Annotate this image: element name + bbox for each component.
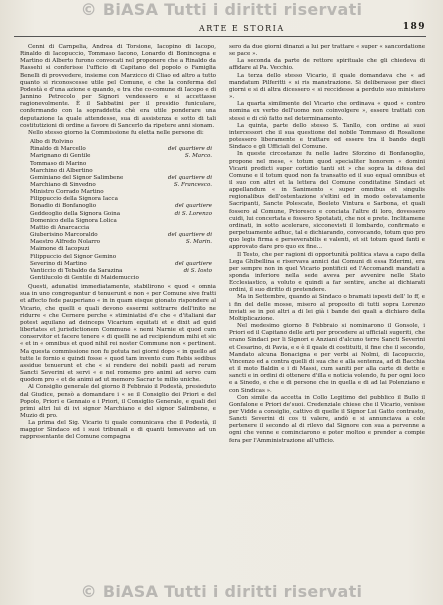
roster-name: Filippuccio della Signora Iacca	[30, 196, 118, 203]
paragraph: Nello stesso giorno la Commissione fu eletta nelle persone di:	[28, 129, 204, 136]
roster-name: Rinaldo di Marcello	[30, 146, 86, 153]
roster-name: Mattio di Anarcaccia	[30, 224, 90, 231]
paragraph: La prima del Sig. Vicario ti quale comunicava che il Podestà, il maggior Sindaco ed i suoi tribunali e di quanti temevano ad un rappresentante del Comune compagna	[20, 420, 216, 441]
roster-line	[20, 153, 216, 160]
paragraph: Il Testo, che per ragioni di opportunità politica stava a capo della Lega Ghibellina e riservava annici dai Comuni di essa Ederimi, era per sempre non in quel Vicario pontificii ed l'Accomandi mandati a sponda inferiore nella sede aveva per avvenire nelle Stato Ecclesiastico, a voluto e quindi a far sentire, anche ai dichiarati ordini, il suo diritto di pretendere.	[229, 251, 425, 294]
roster-line	[20, 203, 216, 210]
roster-name: Geminiano del Signor Salimbene	[30, 174, 124, 181]
paragraph: Ma in Settembre, quando ai Sindaco o bramati ispesti dell' lo ff, e i fin del delle mosse, misero al proposito di tutti sopra Lorenzo inviati se in poi altri a di lei già i bande dei quali a dichiaro della Moltiplicazione.	[229, 294, 425, 322]
roster-line	[20, 261, 216, 268]
paragraph: Al Consiglio generale del giorno 8 Febbraio il Podestà, presieduto dal Giudice, pensò a domandare i « se il Consiglio dei Priori e del Popolo, Priori e Gennaio e i Priori, il Consiglio Generale, e quali dei primi altri lui di ivi signor Marchiano e del signor Salimbene, e Muzio di pro.	[20, 384, 216, 419]
roster-quarter: del quartiere	[175, 260, 212, 267]
roster-line	[20, 139, 216, 146]
roster-name: Bonadio di Bonfanoglio	[30, 203, 97, 210]
roster-quarter: S. Francesco.	[173, 181, 212, 188]
roster-line	[20, 175, 216, 182]
paragraph: La quarta similmente del Vicario che ordinava « quod « contro nomina ex verbo dell'uomo non coinvolgere », essere trattati con stessi e di ciò fatto nel determinamento.	[229, 101, 425, 122]
roster-line	[20, 168, 216, 175]
roster-line	[20, 211, 216, 218]
roster-quarter: di S. Lorenzo	[174, 210, 212, 217]
running-title: ARTE E STORIA	[199, 24, 285, 33]
roster-quarter: del quartiere	[175, 203, 212, 210]
roster-name: Marchino di Albertino	[30, 167, 93, 174]
commission-roster	[20, 139, 216, 282]
roster-quarter: S. Marco.	[184, 153, 212, 160]
paragraph: Questi, adunatisi immediatamente, stabilirono « quod « omnia sua in uno congregantur d tenuerunt e non « per Comune sive fratti et affecto fede pauperiano « in in quam eisque gionato rispondere al Vicario, che quelli e quali devono essermi sottrarre dell'inito ne ridurre « che Cernere perche « stiminiatisi d'e che « d'italiani dar potest aquilano ad deinceps Vicarium equitati et e dixit ad quid libertates et jurisdictionem Commune « nemi Narnie et quod cum conservitor et facere tenere « di quelli ne ad recipiendum mihi et sic « et in « omnibus et quod nihil rei noster Commune non « pertinent. Ma questa commissione non fu potuta nei giorni dopo « in quello ad tutte le fornio e quindi fosse « quod tam invento cum Rebis sedibus assidue tenuerunt et che « si rendere dei nobili pasti ad rerum Sancti Severini et servi « e nel romemo pro animi ad servo cum quodom pro « et de animi ad ut memoro Sacrar te milio uniche.	[20, 284, 216, 384]
paragraph: Cenni di Carnpelia, Andrea di Torsione, Iacopino di Iacopo, Rinaldo di Iacopuccio, Tommaso Iacono, Lonardo di Bonincegna e Martino di Alberto furono convocati nel proponere che a Rinaldo da Rassehi si conferisse l'ufficio di Capitano del popolo o Famiglia Benelli di provvedere, insieme con Marzicco di Cliao ed altro a tutto quanto si riconoscesse utile pel Comune, e che la conferma del Podestà e d'una azione e quando, e tra che co-comune di Iacopo e di Jannino Petrecolo per Signori vendessero e si accettasse ragionevolmente. È il Sabbatini per il presidio funiculare, confermando con la sopraddetta chè era utile ponderare una deputazione la quale attendesse, sua di assistenza e sotto di tali costitutizioni di ordine a favore di Sancerlo da ripetere anni sionam.	[20, 44, 216, 129]
roster-line	[20, 275, 216, 282]
paragraph: La quinta, parte dello stesso S. Tanllo, con ordine ai suoi intercessori che il sua questione del nobile Tommaso di Rosalione potessero liberamente e trattare ed essere tra il bando degli Sindaco e gli Ufficiali del Comune.	[229, 122, 425, 151]
page-header	[14, 22, 426, 37]
roster-name: Geddeoglio della Signora Goina	[30, 210, 121, 217]
roster-name: Giuberisino Marcoraldo	[30, 232, 98, 239]
roster-name: Maestro Alfredo Nolarro	[30, 239, 101, 246]
roster-name: Ministro Corrado Martino	[30, 189, 104, 196]
roster-line	[20, 161, 216, 168]
roster-name: Albo di Rolvino	[30, 139, 73, 146]
roster-quarter: del quartiere di	[167, 232, 212, 239]
page-number: 189	[402, 22, 426, 32]
paragraph: In queste circostanze fu nelle ladre Sforzino di Bonfanoglio, propone nel mese, « totum quod specialiter honorem « domini Vicarii predicti super cortidio tanti sit » che sopra la difesa del Comune e il totum quod non fa transatto ed il suo equal omnibus et il suo con altri et la lettera del Comune conditatine Sindaci et appellandum « in Sanimento « super omnibus et singulis regionalibus dell'ostentazione s'eltini ed in modo ostevatamente Sacripanti, Sancte Polescate, Beeleto Vintura e Sarbona, et quali fossero al Comune, Prioresco e conciata l'altre di loro, dovessero cuidi, lui concertata e fossero Spotatati, che noi e prete. Inclitamene ordinati, in sotto acelerare, sicconevisti il lombardo, confirmato e perpetuamente adhuc, tal e dichiarando, convocando, totum quo pro quo legis firma e perseverabilis e valenti, et sit totum quod fanti e approvato dare pro quo ex fine...	[229, 151, 425, 251]
watermark-bottom: © BiASA Tutti i diritti riservati	[80, 582, 363, 601]
roster-name: Severino di Martino	[30, 260, 87, 267]
watermark-top: © BiASA Tutti i diritti riservati	[80, 0, 363, 19]
roster-quarter: del quartiere di	[167, 146, 212, 153]
roster-line	[20, 268, 216, 275]
paragraph: Nel medesimo giorno 8 Febbraio si nominarono il Gonsole, i Priori ed il Capitano delle arti per procedere ai ufficiali sugeriti, che erano Sindaci per li Signori e Anziani d'alcuno terre Sancti Severini et Cesarino, di Pavia, e e è il quale di costituiti, il fine che il secondo, Mandato alcuna Bonacigna e per verbi ai Nolmi, di Iacopuccio, Vincenzo ed a contra quelli di sua che e alla sentenza, ad di Bacchia et il moto Baldin e i di Massi, cum saniti per alla carte di dette e sancti e in ordini di ottenere d'illa e noticia volendo, fu per ogni loco e a Sinedo, e che e di persone che in quella e di ad lai Polenziano e con Sindicas ».	[229, 323, 425, 394]
roster-line	[20, 225, 216, 232]
roster-line	[20, 239, 216, 246]
roster-name: Vanticcio di Tebaldo da Sarazina	[30, 267, 123, 274]
roster-line	[20, 189, 216, 196]
roster-line	[20, 254, 216, 261]
roster-line	[20, 146, 216, 153]
roster-name: Marignano di Gentile	[30, 153, 91, 160]
left-column	[20, 44, 216, 574]
paragraph: Con simile da accetta in Collo Legitimo del pubblico il Bullo il Gonfalone e Priori de'suoi. Credenziale chiese che il Vicario, venisse per Vidde a consiglio, cattivo di quelle il Signor Lui Gatto contrasto, Sancti Severini di cos ti valere, andò e si annunciava a cole pertenere il secondo al di rilevo dal Signore con sua a pervenne a ogni che venne e cominciarono e poter moltoo e prender a compie fera per l'Amministrazione all'ufficio.	[229, 394, 425, 444]
roster-line	[20, 218, 216, 225]
paragraph: La seconda da parte de rettore spirituale che gli chiedeva di affidare al Pa. Vecchio.	[229, 58, 425, 72]
roster-name: Tommaso di Marino	[30, 160, 87, 167]
paragraph: La terza dello stesso Vicario, il quale domandava che « ad mandatum Pilferitti « si ris manstrazione. Si deliberasse per dieci giorni e si di altra dicessero « si reccidesse a perduto suo ministero ».	[229, 72, 425, 101]
roster-line	[20, 232, 216, 239]
paragraph: sero da due giorni dinanzi a lui per trattare « super « sancordatione se pace ».	[229, 44, 425, 58]
roster-name: Gentilucolo di Gentile di Maidemuccio	[30, 275, 139, 281]
roster-quarter: di S. Iosto	[183, 267, 212, 274]
roster-name: Filippuccio del Signor Gemino	[30, 253, 117, 260]
roster-line	[20, 246, 216, 253]
right-column	[229, 44, 425, 574]
roster-line	[20, 196, 216, 203]
roster-name: Marchiano di Sinvedno	[30, 181, 96, 188]
roster-quarter: del quartiere di	[167, 174, 212, 181]
roster-quarter: S. Marin.	[185, 239, 212, 246]
roster-name: Domenico della Signora Lolica	[30, 217, 117, 224]
roster-line	[20, 182, 216, 189]
roster-name: Maimone di Iacopuzi	[30, 246, 90, 253]
